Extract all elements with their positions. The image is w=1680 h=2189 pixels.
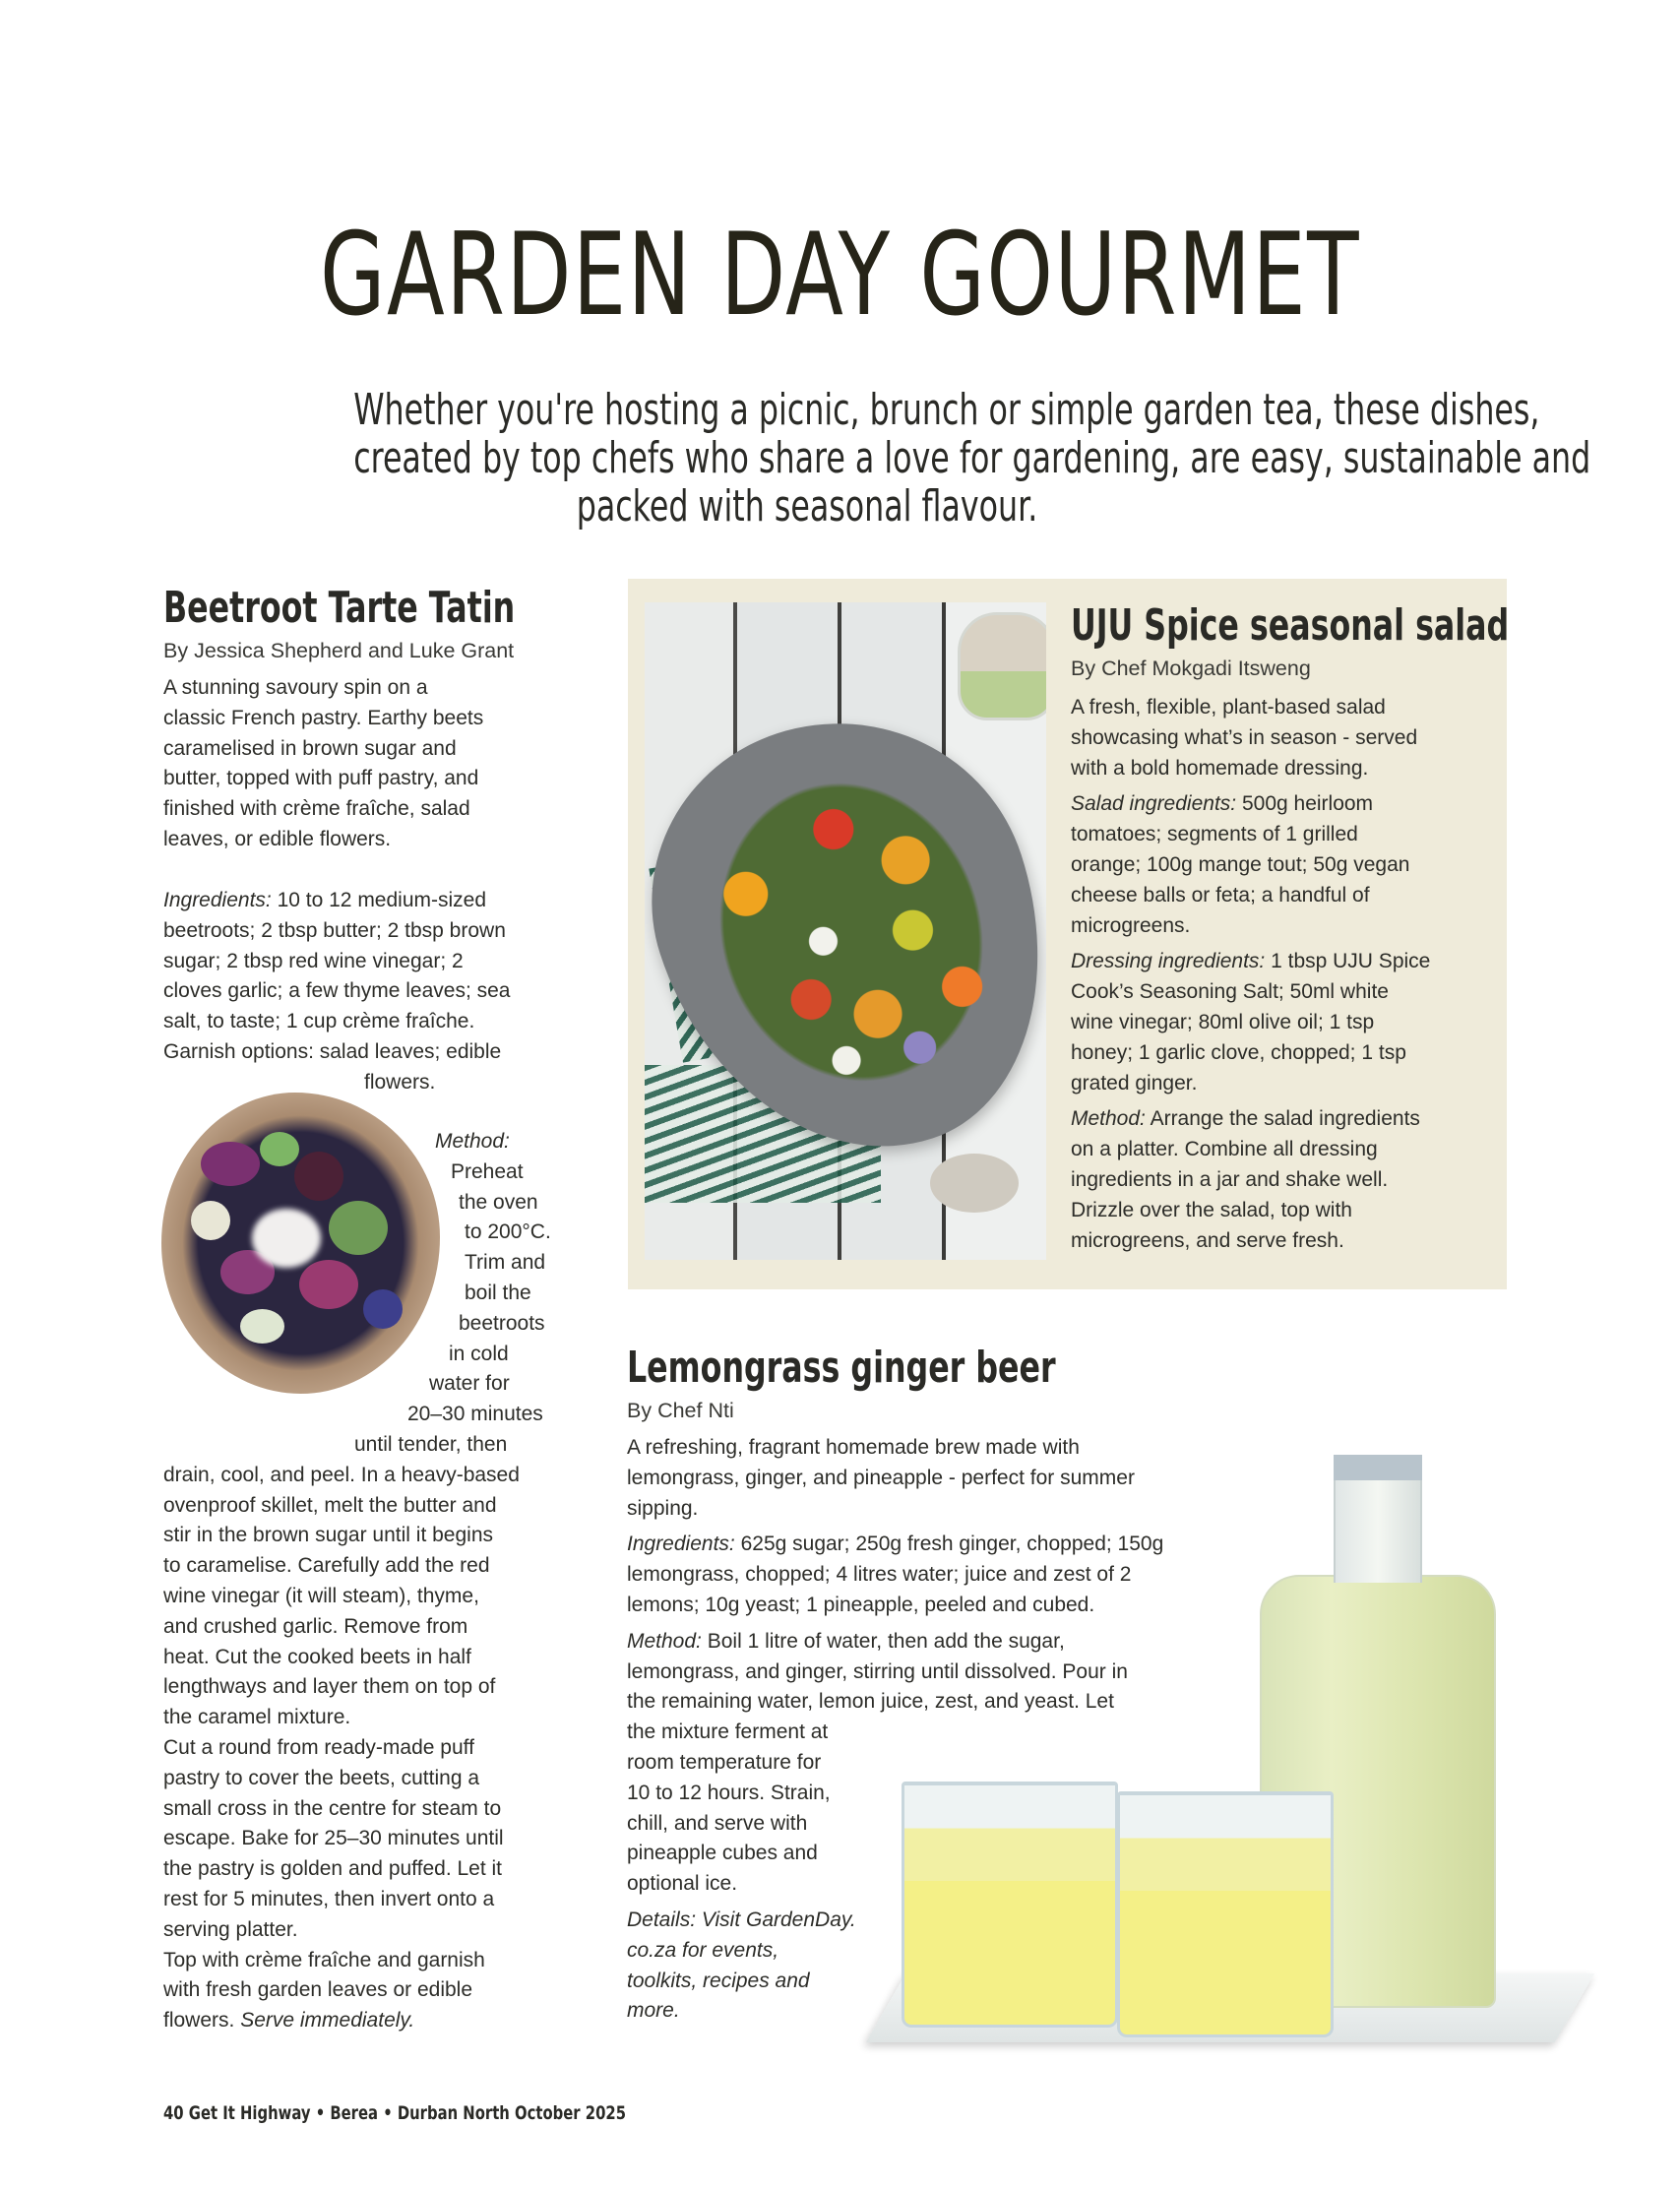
intro-line: created by top chefs who share a love for gardening, are easy, sustainable and <box>353 433 1591 483</box>
recipe-body <box>1071 693 1494 1262</box>
text-line: optional ice. <box>627 1872 738 1896</box>
text-line: the pastry is golden and puffed. Let it <box>163 1857 503 1881</box>
text-line: leaves, or edible flowers. <box>163 827 392 850</box>
text-line: drain, cool, and peel. In a heavy-based <box>163 1463 520 1486</box>
text-line: honey; 1 garlic clove, chopped; 1 tsp <box>1071 1040 1406 1064</box>
text-line: the remaining water, lemon juice, zest, and yeast. Let <box>627 1690 1114 1714</box>
text-line: Arrange the salad ingredients <box>1145 1107 1420 1131</box>
text-line: flowers. <box>163 2009 241 2033</box>
text-line: A refreshing, fragrant homemade brew made with <box>627 1436 1080 1459</box>
text-line: room temperature for <box>627 1750 822 1774</box>
text-line: orange; 100g mange tout; 50g vegan <box>1071 852 1410 876</box>
text-line: until tender, then <box>354 1432 508 1456</box>
text-line: wine vinegar; 80ml olive oil; 1 tsp <box>1071 1010 1375 1033</box>
text-line: and crushed garlic. Remove from <box>163 1614 468 1638</box>
intro-line: packed with seasonal flavour. <box>576 481 1038 532</box>
text-line: sugar; 2 tbsp red wine vinegar; 2 <box>163 949 464 972</box>
text-line: tomatoes; segments of 1 grilled <box>1071 823 1358 846</box>
text-line: ingredients in a jar and shake well. <box>1071 1167 1389 1191</box>
text-line: 10 to 12 medium-sized <box>271 889 487 911</box>
text-line: pineapple cubes and <box>627 1842 818 1865</box>
text-line: lemongrass, chopped; 4 litres water; juice and zest of 2 <box>627 1563 1132 1587</box>
text-line: on a platter. Combine all dressing <box>1071 1138 1378 1161</box>
text-line: Preheat <box>451 1159 524 1183</box>
recipe-ingredients <box>163 886 596 1098</box>
text-line: chill, and serve with <box>627 1811 808 1835</box>
text-line: sipping. <box>627 1496 699 1520</box>
recipe-method <box>1071 1104 1494 1256</box>
text-line: microgreens, and serve fresh. <box>1071 1228 1344 1252</box>
text-line: microgreens. <box>1071 913 1191 937</box>
text-line: pastry to cover the beets, cutting a <box>163 1766 480 1789</box>
text-line: ovenproof skillet, melt the butter and <box>163 1493 497 1517</box>
text-line: flowers. <box>364 1070 436 1094</box>
method-label: Method: <box>1071 1107 1146 1131</box>
text-line: 20–30 minutes <box>407 1403 543 1426</box>
intro-text <box>353 385 1591 532</box>
text-line: heat. Cut the cooked beets in half <box>163 1645 471 1668</box>
text-line: co.za for events, <box>627 1938 779 1962</box>
text-line: Cook’s Seasoning Salt; 50ml white <box>1071 980 1389 1004</box>
text-line: in cold <box>449 1342 509 1365</box>
ingredients-label: Ingredients: <box>163 889 272 911</box>
text-line: escape. Bake for 25–30 minutes until <box>163 1827 504 1850</box>
salad-photo <box>645 602 1046 1260</box>
text-line: 625g sugar; 250g fresh ginger, chopped; 150g <box>734 1532 1164 1556</box>
details-note <box>627 1906 1257 2027</box>
text-line: grated ginger. <box>1071 1071 1198 1094</box>
text-line: wine vinegar (it will steam), thyme, <box>163 1584 479 1607</box>
recipe-method <box>163 1127 596 2036</box>
text-line: Cut a round from ready-made puff <box>163 1735 474 1759</box>
text-line: 500g heirloom <box>1236 792 1374 816</box>
recipe-byline: By Chef Mokgadi Itsweng <box>1071 657 1311 680</box>
page-title: GARDEN DAY GOURMET <box>319 209 1361 342</box>
page-footer: 40 Get It Highway • Berea • Durban North October 2025 <box>163 2102 627 2124</box>
serve-note: Serve immediately. <box>240 2009 415 2033</box>
recipe-byline: By Jessica Shepherd and Luke Grant <box>163 639 515 662</box>
recipe-byline: By Chef Nti <box>627 1399 734 1422</box>
text-line: A stunning savoury spin on a <box>163 676 428 699</box>
text-line: beetroots; 2 tbsp butter; 2 tbsp brown <box>163 918 506 942</box>
text-line: lemons; 10g yeast; 1 pineapple, peeled and cubed. <box>627 1593 1095 1616</box>
text-line: 1 tbsp UJU Spice <box>1265 950 1431 973</box>
salad-ingredients <box>1071 789 1494 941</box>
text-line: Drizzle over the salad, top with <box>1071 1198 1352 1221</box>
recipe-body <box>627 1433 1257 2033</box>
recipe-title: Beetroot Tarte Tatin <box>163 583 516 633</box>
text-line: to 200°C. <box>465 1220 551 1244</box>
text-line: cloves garlic; a few thyme leaves; sea <box>163 979 511 1003</box>
text-line: Top with crème fraîche and garnish <box>163 1948 485 1971</box>
text-line: 10 to 12 hours. Strain, <box>627 1781 831 1804</box>
recipe-description <box>1071 693 1494 783</box>
text-line: Boil 1 litre of water, then add the sugar, <box>701 1629 1065 1653</box>
method-label: Method: <box>627 1629 702 1653</box>
text-line: caramelised in brown sugar and <box>163 736 457 760</box>
dressing-ingredients <box>1071 947 1494 1098</box>
text-line: lemongrass, ginger, and pineapple - perfect for summer <box>627 1466 1135 1489</box>
ingredients-label: Ingredients: <box>627 1532 735 1556</box>
text-line: Details: Visit GardenDay. <box>627 1908 856 1931</box>
text-line: the oven <box>459 1190 538 1214</box>
recipe-description <box>163 673 596 855</box>
text-line: with fresh garden leaves or edible <box>163 1978 473 2002</box>
text-line: Trim and <box>465 1251 546 1275</box>
text-line: Garnish options: salad leaves; edible <box>163 1039 502 1063</box>
ingredients-label: Salad ingredients: <box>1071 792 1237 816</box>
recipe-method <box>627 1627 1257 1900</box>
text-line: the caramel mixture. <box>163 1706 351 1729</box>
recipe-ingredients <box>627 1530 1257 1620</box>
dressing-label: Dressing ingredients: <box>1071 950 1266 973</box>
text-line: the mixture ferment at <box>627 1720 829 1744</box>
text-line: more. <box>627 1999 680 2023</box>
recipe-title: Lemongrass ginger beer <box>627 1343 1056 1393</box>
recipe-title: UJU Spice seasonal salad <box>1071 600 1510 651</box>
text-line: showcasing what’s in season - served <box>1071 725 1418 749</box>
text-line: lemongrass, and ginger, stirring until dissolved. Pour in <box>627 1659 1128 1683</box>
text-line: stir in the brown sugar until it begins <box>163 1524 494 1547</box>
text-line: rest for 5 minutes, then invert onto a <box>163 1887 495 1910</box>
text-line: boil the <box>465 1281 531 1304</box>
text-line: water for <box>429 1372 510 1396</box>
text-line: finished with crème fraîche, salad <box>163 797 470 821</box>
text-line: A fresh, flexible, plant-based salad <box>1071 696 1386 719</box>
text-line: lengthways and layer them on top of <box>163 1675 496 1699</box>
text-line: butter, topped with puff pastry, and <box>163 767 479 790</box>
method-label: Method: <box>435 1130 510 1153</box>
text-line: with a bold homemade dressing. <box>1071 756 1369 780</box>
text-line: to caramelise. Carefully add the red <box>163 1554 490 1578</box>
text-line: serving platter. <box>163 1917 298 1941</box>
intro-line: Whether you're hosting a picnic, brunch or simple garden tea, these dishes, <box>353 385 1540 435</box>
text-line: classic French pastry. Earthy beets <box>163 706 484 729</box>
text-line: beetroots <box>459 1311 545 1335</box>
recipe-description <box>627 1433 1257 1524</box>
text-line: salt, to taste; 1 cup crème fraîche. <box>163 1010 475 1033</box>
text-line: toolkits, recipes and <box>627 1969 810 1992</box>
text-line: cheese balls or feta; a handful of <box>1071 883 1370 907</box>
text-line: small cross in the centre for steam to <box>163 1796 502 1820</box>
